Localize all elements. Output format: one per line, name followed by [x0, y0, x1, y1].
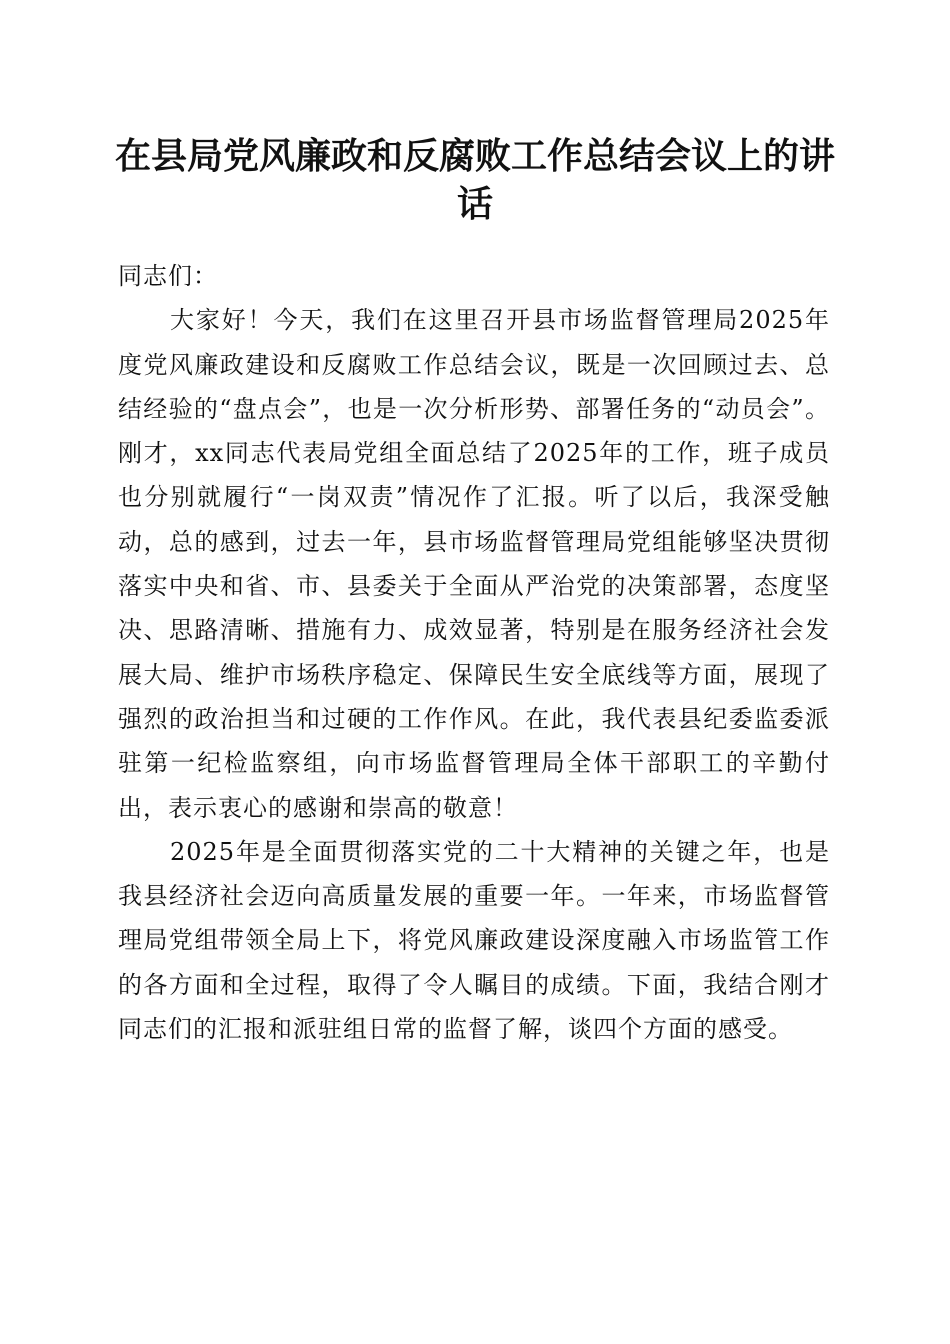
paragraph-2: 2025年是全面贯彻落实党的二十大精神的关键之年，也是我县经济社会迈向高质量发展的重要一年。一年来，市场监督管理局党组带领全局上下，将党风廉政建设深度融入市场监管工作的各方面和全过程，取得了令人瞩目的成绩。下面，我结合刚才同志们的汇报和派驻组日常的监督了解，谈四个方面的感受。: [118, 837, 830, 1044]
salutation: 同志们：: [118, 262, 218, 290]
document-body: [118, 254, 830, 1051]
paragraph-1: 大家好！今天，我们在这里召开县市场监督管理局2025年度党风廉政建设和反腐败工作总结会议，既是一次回顾过去、总结经验的“盘点会”，也是一次分析形势、部署任务的“动员会”。刚才，xx同志代表局党组全面总结了2025年的工作，班子成员也分别就履行“一岗双责”情况作了汇报。听了以后，我深受触动，总的感到，过去一年，县市场监督管理局党组能够坚决贯彻落实中央和省、市、县委关于全面从严治党的决策部署，态度坚决、思路清晰、措施有力、成效显著，特别是在服务经济社会发展大局、维护市场秩序稳定、保障民生安全底线等方面，展现了强烈的政治担当和过硬的工作作风。在此，我代表县纪委监委派驻第一纪检监察组，向市场监督管理局全体干部职工的辛勤付出，表示衷心的感谢和崇高的敬意！: [118, 306, 830, 822]
document-title: 在县局党风廉政和反腐败工作总结会议上的讲话: [114, 135, 835, 225]
